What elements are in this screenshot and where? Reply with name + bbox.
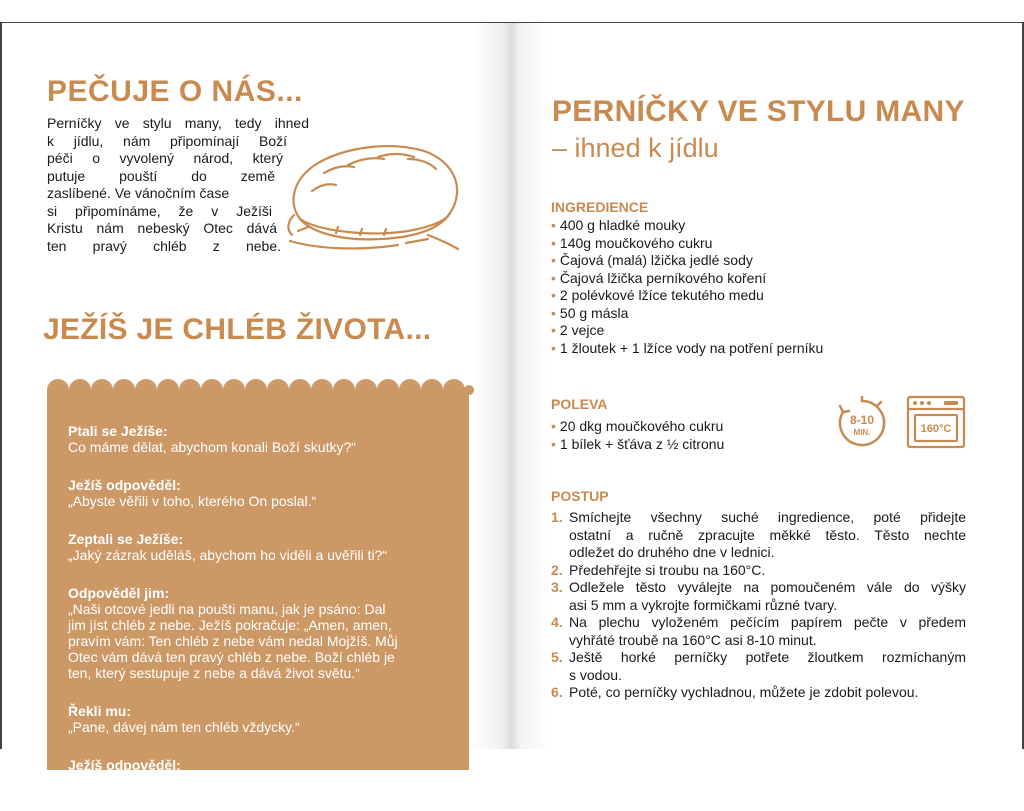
step-item [551, 614, 966, 649]
intro-line: putuje pouští do země [47, 167, 275, 184]
glaze-label: POLEVA [551, 396, 608, 412]
intro-line: péči o vyvolený národ, který [47, 150, 283, 166]
step-number: 4. [551, 614, 563, 630]
ingredient-item: • 50 g másla [551, 304, 629, 321]
intro-paragraph [47, 115, 312, 255]
step-line: s vodou. [569, 666, 622, 683]
intro-line: ten pravý chléb z nebe. [47, 237, 281, 254]
ingredient-item: • Čajová lžička perníkového koření [551, 269, 767, 286]
intro-line: si připomínáme, že v Ježíši [47, 202, 272, 219]
step-line: Odležele těsto vyválejte na pomoučeném vále do výšky [569, 579, 966, 595]
dialog-speaker: Řekli mu: [68, 703, 132, 719]
dialog-item [68, 757, 454, 789]
timer-unit: MIN. [853, 428, 871, 437]
dialog-line: „Jaký zázrak uděláš, abychom ho viděli a uvěřili ti?“ [68, 547, 388, 563]
timer-value: 8-10 [849, 413, 875, 427]
ingredient-item: • 1 žloutek + 1 lžíce vody na potření perníku [551, 339, 824, 356]
step-number: 2. [551, 561, 563, 578]
step-line: Na plechu vyloženém pečícím papírem pečte v předem [569, 614, 966, 630]
oven-temp: 160°C [920, 423, 952, 435]
glaze-item: • 20 dkg moučkového cukru [551, 418, 724, 434]
dialog-line: „Pane, dávej nám ten chléb vždycky.“ [68, 719, 300, 735]
book-spread [0, 22, 1024, 789]
dialog-speaker: Ptali se Ježíše: [68, 423, 168, 439]
recipe-title: PERNÍČKY VE STYLU MANY [552, 95, 965, 128]
dialog-speaker: Odpověděl jim: [68, 585, 170, 601]
intro-line: Perníčky ve stylu many, tedy ihned [47, 115, 309, 131]
dialog-line: Otec vám dává ten pravý chléb z nebe. Boží chléb je [68, 649, 395, 665]
dialog-item [68, 477, 454, 509]
step-line: vyhřáté troubě na 160°C asi 8-10 minut. [569, 631, 817, 648]
step-item [551, 562, 966, 580]
recipe-subtitle: – ihned k jídlu [552, 133, 719, 163]
step-number: 1. [551, 509, 563, 525]
step-item [551, 649, 966, 684]
dialog-speaker: Zeptali se Ježíše: [68, 531, 184, 547]
heading-pecuje-o-nas: PEČUJE O NÁS... [47, 75, 303, 108]
glaze-item: • 1 bílek + šťáva z ½ citronu [551, 435, 725, 452]
timer-icon [835, 395, 889, 449]
step-line: Poté, co perníčky vychladnou, můžete je zdobit polevou. [569, 684, 919, 700]
dialog-item [68, 703, 454, 735]
dialog-item [68, 423, 454, 455]
dialog-item [68, 531, 454, 563]
step-item [551, 579, 966, 614]
ingredients-list [551, 217, 823, 357]
intro-line: k jídlu, nám připomínají Boží [47, 132, 287, 149]
step-item [551, 684, 966, 702]
step-line: Smíchejte všechny suché ingredience, poté přidejte [569, 509, 966, 525]
heading-jezis-je-chleb-zivota: JEŽÍŠ JE CHLÉB ŽIVOTA... [43, 313, 432, 346]
dialog-line: „Já jsem chléb života.“ [68, 773, 208, 789]
dialog-line: „Abyste věřili v toho, kterého On poslal.“ [68, 493, 317, 509]
dialog-line: ten, který sestupuje z nebe a dává život světu.“ [68, 665, 360, 681]
step-line: ostatní a ručně zpracujte měkké těsto. Těsto nechte [569, 526, 966, 543]
dialog-list [68, 423, 454, 811]
dialog-item [68, 585, 454, 681]
book-gutter-shadow [470, 23, 550, 749]
step-item [551, 509, 966, 562]
step-line: Ještě horké perníčky potřete žloutkem rozmíchaným [569, 649, 966, 665]
intro-line: zaslíbené. Ve vánočním čase [47, 185, 230, 201]
intro-line: Kristu nám nebeský Otec dává [47, 220, 277, 236]
dialog-speaker: Ježíš odpověděl: [68, 477, 181, 493]
step-line: odležet do druhého dne v lednici. [569, 544, 775, 560]
dialog-speaker: Ježíš odpověděl: [68, 757, 181, 773]
step-number: 3. [551, 579, 563, 595]
step-number: 5. [551, 649, 563, 665]
ingredient-item: • 400 g hladké mouky [551, 217, 686, 233]
dialog-line: „Naši otcové jedli na poušti manu, jak je psáno: Dal [68, 601, 386, 617]
ingredient-item: • Čajová (malá) lžička jedlé sody [551, 252, 753, 268]
dialog-line: jim jíst chléb z nebe. Ježíš pokračuje: „Amen, amen, [68, 617, 392, 633]
ingredient-item: • 2 vejce [551, 322, 605, 338]
steps-list [551, 509, 966, 702]
ingredient-item: • 140g moučkového cukru [551, 234, 713, 251]
step-line: asi 5 mm a vykrojte formičkami různé tvary. [569, 596, 838, 613]
dialog-line: Co máme dělat, abychom konali Boží skutky?“ [68, 439, 356, 455]
bread-loaf-icon [278, 131, 464, 257]
ingredient-item: • 2 polévkové lžíce tekutého medu [551, 287, 764, 303]
ingredients-label: INGREDIENCE [551, 199, 649, 215]
dialog-line: pravím vám: Ten chléb z nebe vám nedal Mojžíš. Můj [68, 633, 398, 649]
oven-icon [906, 395, 966, 449]
step-line: Předehřejte si troubu na 160°C. [569, 561, 766, 578]
glaze-list [551, 418, 724, 453]
step-number: 6. [551, 684, 563, 700]
steps-label: POSTUP [551, 488, 609, 504]
